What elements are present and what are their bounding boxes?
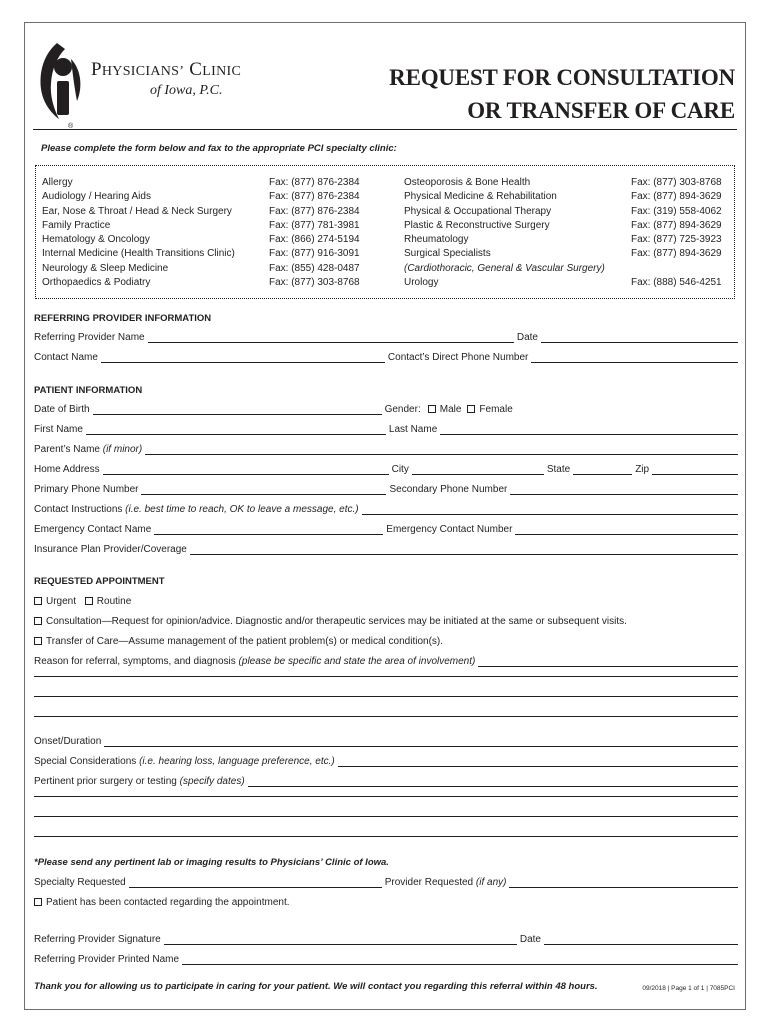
onset-field[interactable]	[104, 738, 738, 747]
gender-male-option[interactable]	[424, 404, 462, 415]
name-row	[34, 424, 738, 435]
title-divider	[33, 129, 737, 130]
clinic-name-item: Neurology & Sleep Medicine	[42, 262, 169, 274]
gender-female-option[interactable]	[461, 404, 512, 415]
clinic-fax-item: Fax: (319) 558-4062	[631, 205, 722, 217]
signature-label: Referring Provider Signature	[34, 934, 161, 945]
onset-label: Onset/Duration	[34, 736, 102, 747]
clinic-logo-icon	[35, 39, 85, 123]
referring-provider-field[interactable]	[148, 334, 514, 343]
printed-name-label: Referring Provider Printed Name	[34, 954, 180, 965]
state-label: State	[546, 464, 571, 475]
clinic-fax-list	[35, 165, 735, 299]
provider-requested-field[interactable]	[509, 879, 738, 888]
home-address-field[interactable]	[103, 466, 389, 475]
reason-line[interactable]	[34, 716, 738, 717]
prior-row	[34, 776, 738, 787]
dob-label: Date of Birth	[34, 404, 90, 415]
parent-name-label: Parent’s Name (if minor)	[34, 444, 143, 455]
patient-heading: PATIENT INFORMATION	[34, 385, 143, 396]
clinic-name-item: Hematology & Oncology	[42, 234, 150, 246]
clinic-name-item: Urology	[404, 277, 439, 289]
prior-line[interactable]	[34, 796, 738, 797]
clinic-name-item: Family Practice	[42, 219, 111, 231]
signature-row	[34, 934, 738, 945]
urgent-checkbox[interactable]	[34, 597, 42, 605]
last-name-label: Last Name	[388, 424, 438, 435]
clinic-fax-item: Fax: (877) 876-2384	[269, 177, 360, 188]
consultation-checkbox[interactable]	[34, 617, 42, 625]
form-number: 09/2018 | Page 1 of 1 | 7085PCI	[642, 985, 735, 992]
address-row	[34, 464, 738, 475]
urgent-option[interactable]	[34, 596, 76, 607]
dob-row	[34, 404, 738, 415]
provider-requested-label: Provider Requested (if any)	[384, 877, 507, 888]
onset-row	[34, 736, 738, 747]
clinic-name-item: Physical & Occupational Therapy	[404, 205, 552, 217]
clinic-fax-item: Fax: (877) 894-3629	[631, 219, 722, 231]
prior-line[interactable]	[34, 836, 738, 837]
clinic-faxes-left	[269, 176, 360, 290]
clinic-name-item: Surgical Specialists	[404, 248, 491, 260]
reason-line[interactable]	[34, 696, 738, 697]
parent-name-field[interactable]	[145, 446, 738, 455]
last-name-field[interactable]	[440, 426, 738, 435]
routine-label: Routine	[96, 596, 132, 607]
gender-label: Gender:	[384, 404, 421, 415]
prior-line[interactable]	[34, 816, 738, 817]
appointment-heading: REQUESTED APPOINTMENT	[34, 576, 165, 587]
primary-phone-field[interactable]	[141, 486, 386, 495]
clinic-fax-item	[631, 262, 722, 276]
insurance-field[interactable]	[190, 546, 738, 555]
form-title-line1: REQUEST FOR CONSULTATION	[389, 65, 735, 90]
home-address-label: Home Address	[34, 464, 100, 475]
clinic-name: PHYSICIANS’ CLINIC	[91, 59, 242, 80]
clinic-name-item: Audiology / Hearing Aids	[42, 191, 151, 203]
clinic-fax-item: Fax: (877) 876-2384	[269, 191, 360, 203]
thank-you-note: Thank you for allowing us to participate in caring for your patient. We will contact you regarding this referral within 48 hours.	[34, 981, 598, 992]
contact-instructions-row	[34, 504, 738, 515]
special-label: Special Considerations (i.e. hearing loss, language preference, etc.)	[34, 756, 335, 767]
state-field[interactable]	[573, 466, 632, 475]
reason-row	[34, 656, 738, 667]
first-name-field[interactable]	[86, 426, 386, 435]
parent-row	[34, 444, 738, 455]
clinic-name-item: Ear, Nose & Throat / Head & Neck Surgery	[42, 205, 232, 217]
phone-row	[34, 484, 738, 495]
referring-provider-row	[34, 332, 738, 343]
clinic-name-item: Physical Medicine & Rehabilitation	[404, 191, 557, 203]
lab-results-note: *Please send any pertinent lab or imaging results to Physicians’ Clinic of Iowa.	[34, 857, 389, 868]
city-label: City	[391, 464, 409, 475]
prior-label: Pertinent prior surgery or testing (specify dates)	[34, 776, 245, 787]
specialty-label: Specialty Requested	[34, 877, 126, 888]
female-label: Female	[479, 404, 513, 415]
transfer-option[interactable]	[34, 636, 443, 647]
consultation-option[interactable]	[34, 616, 627, 627]
contacted-label: Patient has been contacted regarding the appointment.	[46, 897, 290, 908]
reason-field[interactable]	[478, 658, 738, 667]
emergency-phone-label: Emergency Contact Number	[386, 524, 513, 535]
referring-provider-label: Referring Provider Name	[34, 332, 145, 343]
reason-line[interactable]	[34, 676, 738, 677]
urgent-label: Urgent	[46, 596, 77, 607]
form-title	[389, 61, 735, 127]
clinic-name-item: Osteoporosis & Bone Health	[404, 177, 531, 188]
zip-label: Zip	[635, 464, 650, 475]
contacted-option[interactable]	[34, 897, 290, 908]
contact-row	[34, 352, 738, 363]
clinic-name-item: Internal Medicine (Health Transitions Clinic)	[42, 248, 235, 260]
clinic-fax-item: Fax: (866) 274-5194	[269, 234, 360, 246]
clinic-name-item: Rheumatology	[404, 234, 469, 246]
printed-name-field[interactable]	[182, 956, 738, 965]
special-field[interactable]	[338, 758, 738, 767]
printed-name-row	[34, 954, 738, 965]
clinic-name-item: (Cardiothoracic, General & Vascular Surgery)	[404, 262, 605, 274]
registered-mark: ®	[68, 123, 74, 130]
clinic-names-left	[42, 176, 235, 290]
contacted-checkbox[interactable]	[34, 898, 42, 906]
clinic-fax-item: Fax: (877) 303-8768	[269, 277, 360, 289]
referring-date-label: Date	[516, 332, 538, 343]
male-checkbox[interactable]	[428, 405, 436, 413]
primary-phone-label: Primary Phone Number	[34, 484, 139, 495]
emergency-phone-field[interactable]	[515, 526, 738, 535]
secondary-phone-label: Secondary Phone Number	[389, 484, 508, 495]
contact-instructions-field[interactable]	[362, 506, 738, 515]
signature-date-label: Date	[519, 934, 541, 945]
referring-date-field[interactable]	[541, 334, 738, 343]
form-title-line2: OR TRANSFER OF CARE	[467, 98, 735, 123]
clinic-subtitle: of Iowa, P.C.	[150, 83, 223, 98]
first-name-label: First Name	[34, 424, 83, 435]
clinic-fax-item: Fax: (877) 894-3629	[631, 191, 722, 203]
reason-label: Reason for referral, symptoms, and diagnosis (please be specific and state the area of involvement)	[34, 656, 476, 667]
contact-name-field[interactable]	[101, 354, 385, 363]
insurance-label: Insurance Plan Provider/Coverage	[34, 544, 187, 555]
prior-field[interactable]	[248, 778, 738, 787]
clinic-fax-item: Fax: (877) 725-3923	[631, 234, 722, 246]
routine-checkbox[interactable]	[85, 597, 93, 605]
clinic-name-item: Allergy	[42, 177, 73, 188]
clinic-logo	[35, 39, 275, 130]
direct-phone-label: Contact’s Direct Phone Number	[387, 352, 529, 363]
clinic-fax-item: Fax: (877) 894-3629	[631, 248, 722, 260]
city-field[interactable]	[412, 466, 544, 475]
consultation-label: Consultation—Request for opinion/advice. Diagnostic and/or therapeutic services may be initiated at the same or subsequent visits.	[46, 616, 627, 627]
clinic-fax-item: Fax: (855) 428-0487	[269, 262, 360, 274]
clinic-fax-item: Fax: (877) 876-2384	[269, 205, 360, 217]
emergency-name-field[interactable]	[154, 526, 383, 535]
clinic-faxes-right	[631, 176, 722, 290]
clinic-name-item: Plastic & Reconstructive Surgery	[404, 219, 550, 231]
priority-options	[34, 596, 131, 607]
zip-field[interactable]	[652, 466, 738, 475]
form-page	[24, 22, 746, 1010]
clinic-fax-item: Fax: (877) 781-3981	[269, 219, 360, 231]
clinic-fax-item: Fax: (877) 916-3091	[269, 248, 360, 260]
referring-heading: REFERRING PROVIDER INFORMATION	[34, 313, 212, 324]
clinic-name-item: Orthopaedics & Podiatry	[42, 277, 151, 289]
special-row	[34, 756, 738, 767]
female-checkbox[interactable]	[467, 405, 475, 413]
male-label: Male	[439, 404, 462, 415]
contact-name-label: Contact Name	[34, 352, 98, 363]
secondary-phone-field[interactable]	[510, 486, 738, 495]
clinic-fax-item: Fax: (877) 303-8768	[631, 177, 722, 188]
clinic-names-right	[404, 176, 605, 290]
specialty-field[interactable]	[129, 879, 382, 888]
emergency-row	[34, 524, 738, 535]
contact-instructions-label: Contact Instructions (i.e. best time to reach, OK to leave a message, etc.)	[34, 504, 359, 515]
signature-date-field[interactable]	[544, 936, 738, 945]
transfer-checkbox[interactable]	[34, 637, 42, 645]
specialty-row	[34, 877, 738, 888]
emergency-name-label: Emergency Contact Name	[34, 524, 152, 535]
transfer-label: Transfer of Care—Assume management of the patient problem(s) or medical condition(s).	[46, 636, 444, 647]
routine-option[interactable]	[79, 596, 131, 607]
direct-phone-field[interactable]	[531, 354, 738, 363]
dob-field[interactable]	[93, 406, 382, 415]
clinic-fax-item: Fax: (888) 546-4251	[631, 277, 722, 289]
signature-field[interactable]	[164, 936, 517, 945]
insurance-row	[34, 544, 738, 555]
intro-text: Please complete the form below and fax to the appropriate PCI specialty clinic:	[41, 143, 397, 154]
